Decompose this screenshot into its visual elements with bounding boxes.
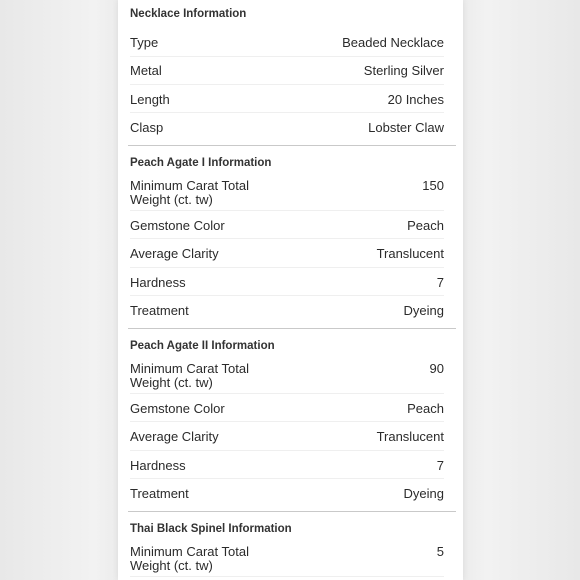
spec-label-line2: Weight (ct. tw)	[130, 558, 213, 573]
spec-value: Dyeing	[403, 486, 444, 501]
spec-value: Dyeing	[403, 303, 444, 318]
spec-label: Gemstone Color	[130, 218, 225, 233]
spec-label: Minimum Carat Total	[130, 361, 249, 376]
section-title-peach-agate-2: Peach Agate II Information	[130, 340, 275, 352]
product-specs-panel	[118, 0, 463, 580]
spec-value: Beaded Necklace	[342, 35, 444, 50]
section-divider	[128, 145, 456, 146]
section-title-peach-agate-1: Peach Agate I Information	[130, 157, 272, 169]
spec-value: Peach	[407, 218, 444, 233]
spec-row-length	[130, 84, 444, 113]
spec-label: Treatment	[130, 486, 189, 501]
section-title-thai-black-spinel: Thai Black Spinel Information	[130, 523, 292, 535]
spec-row-hardness	[130, 450, 444, 479]
spec-label: Clasp	[130, 120, 164, 135]
section-title-necklace: Necklace Information	[130, 8, 247, 20]
background-right	[463, 0, 580, 580]
spec-value: Sterling Silver	[363, 63, 444, 78]
spec-value: Lobster Claw	[368, 120, 444, 135]
spec-label: Metal	[130, 63, 162, 78]
spec-row-type	[130, 28, 444, 57]
spec-row-average-clarity	[130, 421, 444, 451]
spec-label: Length	[130, 92, 170, 107]
spec-label: Minimum Carat Total	[130, 544, 249, 559]
spec-value: 20 Inches	[387, 92, 444, 107]
spec-label: Type	[130, 35, 159, 50]
spec-row-min-carat	[130, 359, 444, 394]
spec-row-min-carat	[130, 176, 444, 211]
background-left	[0, 0, 118, 580]
spec-value: Translucent	[376, 429, 444, 444]
spec-row-treatment	[130, 295, 444, 327]
spec-label: Hardness	[130, 275, 186, 290]
spec-row-gemstone-color	[130, 210, 444, 239]
spec-label-line2: Weight (ct. tw)	[130, 375, 213, 390]
spec-label: Hardness	[130, 458, 186, 473]
spec-label-line2: Weight (ct. tw)	[130, 192, 213, 207]
spec-label: Gemstone Color	[130, 401, 225, 416]
spec-value: Peach	[407, 401, 444, 416]
spec-label: Average Clarity	[130, 429, 219, 444]
spec-value: 150	[422, 178, 444, 193]
spec-row-gemstone-color	[130, 393, 444, 422]
section-divider	[128, 511, 456, 512]
spec-row-min-carat	[130, 542, 444, 577]
spec-value: 7	[436, 458, 444, 473]
spec-value: 5	[436, 544, 444, 559]
spec-row-metal	[130, 56, 444, 85]
spec-value: Translucent	[376, 246, 444, 261]
spec-row-clasp	[130, 112, 444, 144]
spec-row-average-clarity	[130, 238, 444, 268]
spec-label: Treatment	[130, 303, 189, 318]
spec-value: 90	[429, 361, 444, 376]
section-divider	[128, 328, 456, 329]
spec-row-treatment	[130, 478, 444, 510]
spec-row-hardness	[130, 267, 444, 296]
spec-label: Minimum Carat Total	[130, 178, 249, 193]
spec-value: 7	[436, 275, 444, 290]
spec-label: Average Clarity	[130, 246, 219, 261]
